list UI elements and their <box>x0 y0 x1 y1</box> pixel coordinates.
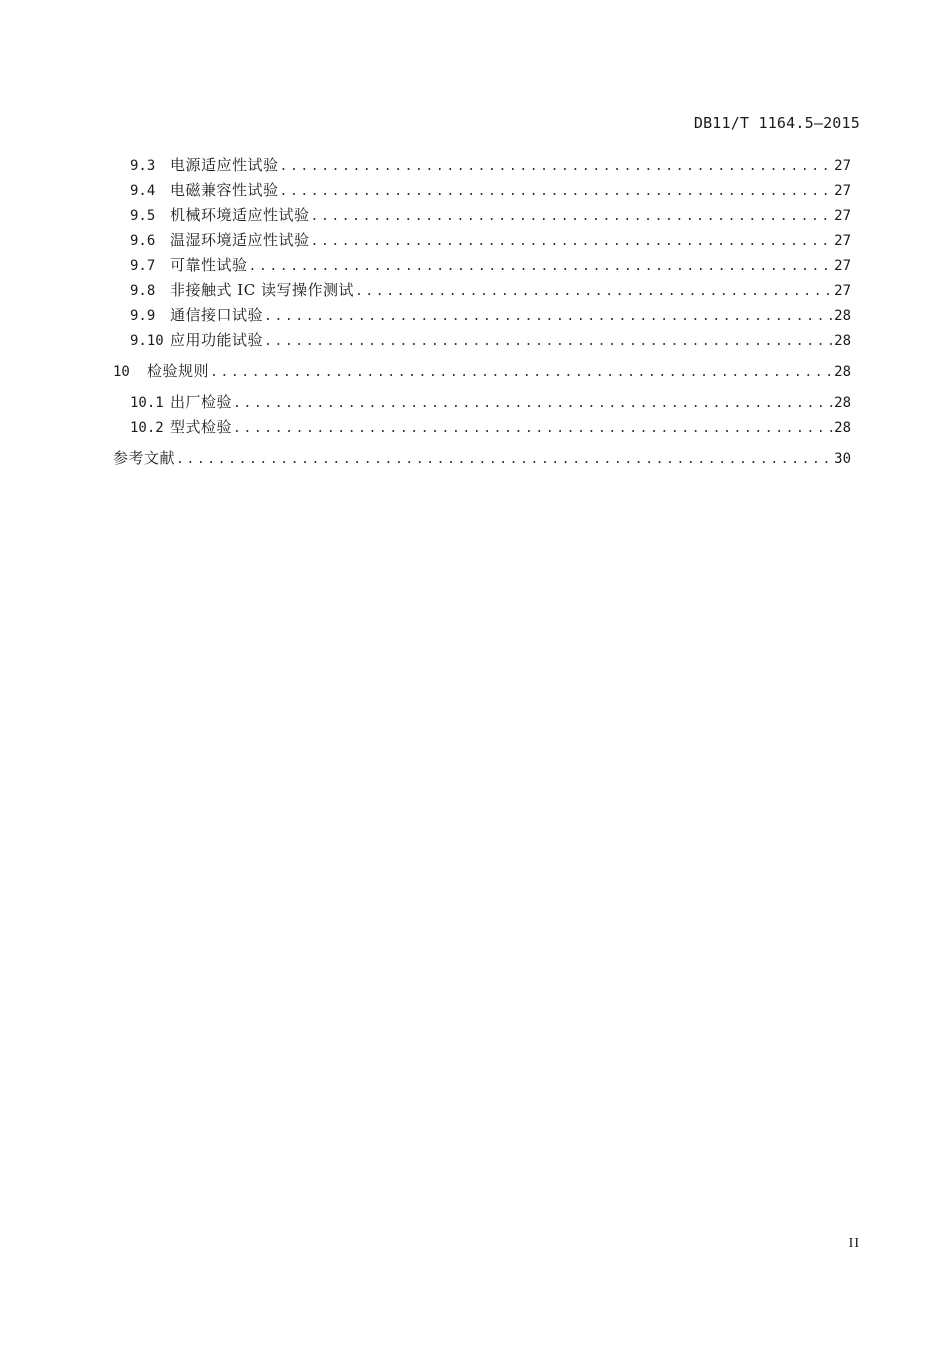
toc-entry-title: 非接触式 IC 读写操作测试 <box>170 281 354 299</box>
toc-entry-number: 10.2 <box>130 420 164 436</box>
toc-entry-page: 28 <box>834 333 851 349</box>
page-number: II <box>848 1236 860 1251</box>
toc-entry-number: 10.1 <box>130 395 164 411</box>
toc-entry-page: 27 <box>834 233 851 249</box>
toc-entry-title: 检验规则 <box>147 362 210 380</box>
toc-entry[interactable] <box>113 328 851 353</box>
toc-dot-leader <box>263 304 834 329</box>
toc-entry-page: 27 <box>834 283 851 299</box>
toc-dot-leader <box>310 204 835 229</box>
document-code: DB11/T 1164.5—2015 <box>693 114 860 132</box>
toc-entry-number: 9.5 <box>130 208 156 224</box>
toc-dot-leader <box>232 416 834 441</box>
toc-dot-leader <box>279 154 835 179</box>
toc-entry-page: 27 <box>834 183 851 199</box>
toc-references-entry[interactable] <box>113 446 851 471</box>
toc-entry-title: 电源适应性试验 <box>170 156 279 174</box>
toc-dot-leader <box>232 391 834 416</box>
table-of-contents <box>113 153 851 471</box>
toc-entry-title: 电磁兼容性试验 <box>170 181 279 199</box>
toc-entry[interactable] <box>113 228 851 253</box>
toc-entry-number: 9.7 <box>130 258 156 274</box>
toc-entry[interactable] <box>113 203 851 228</box>
toc-entry-title: 可靠性试验 <box>170 256 248 274</box>
toc-entry-number: 9.6 <box>130 233 156 249</box>
toc-entry[interactable] <box>113 303 851 328</box>
toc-entry-title: 参考文献 <box>113 449 176 467</box>
toc-dot-leader <box>310 229 835 254</box>
toc-entry[interactable] <box>113 278 851 303</box>
toc-dot-leader <box>279 179 835 204</box>
toc-entry-page: 28 <box>834 364 851 380</box>
toc-entry[interactable] <box>113 253 851 278</box>
toc-entry-number: 10 <box>113 364 130 380</box>
toc-entry-title: 机械环境适应性试验 <box>170 206 310 224</box>
toc-entry[interactable] <box>113 415 851 440</box>
toc-entry-number: 9.9 <box>130 308 156 324</box>
toc-chapter-entry[interactable] <box>113 359 851 384</box>
toc-entry-number: 9.3 <box>130 158 156 174</box>
toc-entry-number: 9.10 <box>130 333 164 349</box>
toc-entry-title: 通信接口试验 <box>170 306 264 324</box>
toc-entry-page: 28 <box>834 395 851 411</box>
toc-dot-leader <box>175 447 834 472</box>
toc-dot-leader <box>263 329 834 354</box>
toc-dot-leader <box>248 254 835 279</box>
toc-entry-title: 温湿环境适应性试验 <box>170 231 310 249</box>
toc-dot-leader <box>209 360 834 385</box>
toc-entry-page: 27 <box>834 258 851 274</box>
toc-entry-page: 28 <box>834 308 851 324</box>
toc-entry[interactable] <box>113 178 851 203</box>
toc-entry-page: 27 <box>834 208 851 224</box>
toc-entry-page: 27 <box>834 158 851 174</box>
toc-entry-number: 9.8 <box>130 283 156 299</box>
toc-entry[interactable] <box>113 153 851 178</box>
toc-dot-leader <box>354 279 834 304</box>
toc-entry-title: 型式检验 <box>170 418 233 436</box>
toc-entry-title: 应用功能试验 <box>170 331 264 349</box>
toc-entry-page: 28 <box>834 420 851 436</box>
toc-entry[interactable] <box>113 390 851 415</box>
toc-entry-number: 9.4 <box>130 183 156 199</box>
toc-entry-title: 出厂检验 <box>170 393 233 411</box>
toc-entry-page: 30 <box>834 451 851 467</box>
